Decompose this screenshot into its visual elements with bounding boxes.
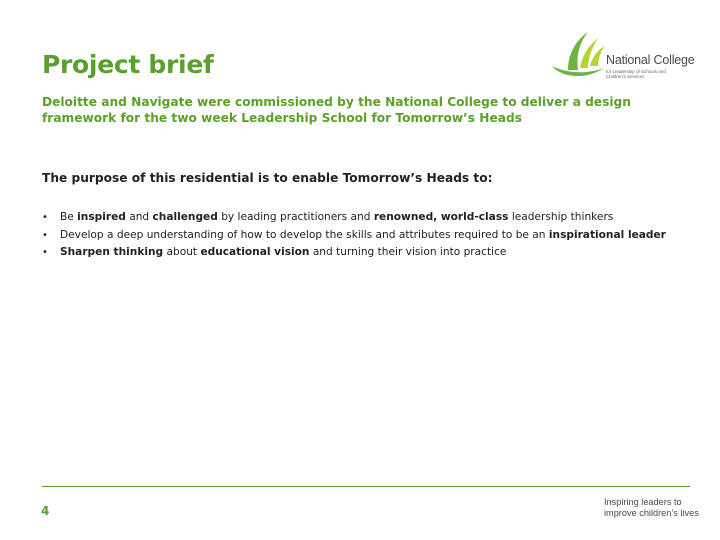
bullet-text: leadership thinkers xyxy=(508,211,614,223)
bullet-emphasis: challenged xyxy=(152,211,218,223)
bullet-text: about xyxy=(163,246,201,258)
footer-divider xyxy=(42,486,690,487)
page-number: 4 xyxy=(41,504,50,518)
bullet-text: and xyxy=(125,211,153,223)
bullet-text: Be xyxy=(60,211,78,223)
bullet-item xyxy=(42,209,702,227)
footer-tagline: Inspiring leaders to improve children’s lives xyxy=(604,497,699,518)
bullet-item xyxy=(42,244,702,262)
purpose-heading: The purpose of this residential is to enable Tomorrow’s Heads to: xyxy=(42,171,493,185)
bullet-text: and turning their vision into practice xyxy=(309,246,507,258)
bullet-emphasis: inspirational leader xyxy=(548,228,666,241)
purpose-bullet-list xyxy=(42,209,702,262)
logo-name: National College xyxy=(606,53,695,67)
national-college-logo xyxy=(548,28,698,82)
swoosh-logo-icon xyxy=(548,28,608,82)
bullet-emphasis: Sharpen thinking xyxy=(60,246,164,258)
bullet-emphasis: renowned, world-class xyxy=(373,211,509,223)
bullet-text: Develop a deep understanding of how to develop the skills and attributes required to be an xyxy=(60,228,549,241)
bullet-item xyxy=(42,227,702,245)
bullet-emphasis: educational vision xyxy=(200,246,310,258)
bullet-text: by leading practitioners and xyxy=(217,211,374,223)
slide-title: Project brief xyxy=(42,50,214,79)
logo-subtitle: for Leadership of Schools and Children's Services xyxy=(606,69,666,79)
bullet-emphasis: inspired xyxy=(77,211,126,223)
intro-text: Deloitte and Navigate were commissioned by the National College to deliver a design framework for the two week Leadership School for Tomorrow’s Heads xyxy=(42,95,631,125)
